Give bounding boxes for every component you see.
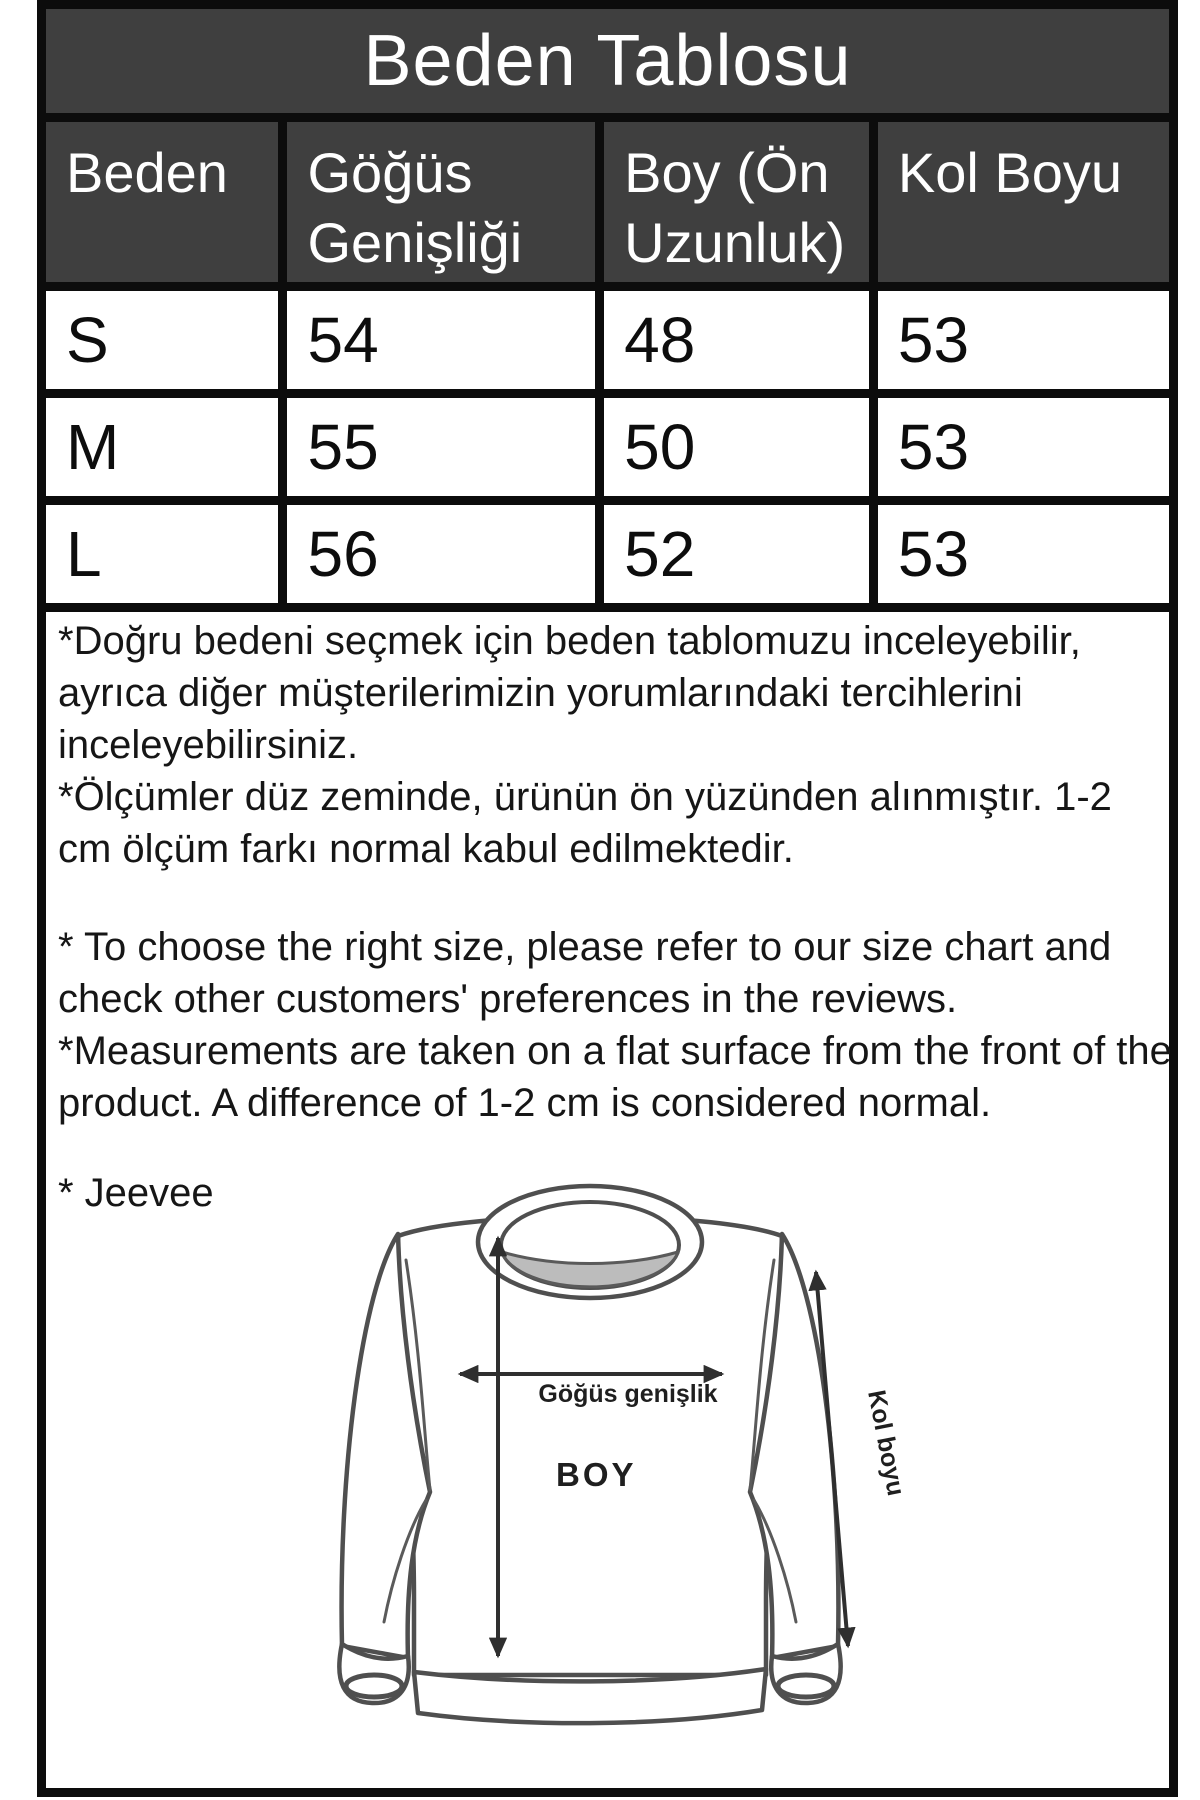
column-header-length: Boy (Ön Uzunluk) bbox=[604, 122, 869, 282]
row-s-size: S bbox=[46, 291, 278, 389]
row-l-size: L bbox=[46, 505, 278, 603]
row-s-length: 48 bbox=[604, 291, 869, 389]
row-s-chest: 54 bbox=[287, 291, 595, 389]
table-title: Beden Tablosu bbox=[46, 9, 1169, 113]
column-header-size: Beden bbox=[46, 122, 278, 282]
chart-frame bbox=[37, 0, 1178, 1797]
row-m-chest: 55 bbox=[287, 398, 595, 496]
length-label: BOY bbox=[556, 1456, 637, 1493]
note-tr-measurement: *Ölçümler düz zeminde, ürünün ön yüzünden alınmıştır. 1-2 cm ölçüm farkı normal kabul edilmektedir. bbox=[58, 775, 1112, 871]
chest-width-label: Göğüs genişlik bbox=[538, 1380, 718, 1408]
notes-english bbox=[58, 921, 1173, 1129]
collar bbox=[478, 1186, 702, 1298]
note-en-measurement: *Measurements are taken on a flat surface from the front of the product. A difference of 1-2 cm is considered normal. bbox=[58, 1029, 1172, 1125]
size-table bbox=[46, 9, 1169, 612]
row-l-length: 52 bbox=[604, 505, 869, 603]
row-l-sleeve: 53 bbox=[878, 505, 1169, 603]
sweatshirt-diagram bbox=[320, 1170, 920, 1770]
notes-turkish bbox=[58, 615, 1173, 875]
row-l-chest: 56 bbox=[287, 505, 595, 603]
row-s-sleeve: 53 bbox=[878, 291, 1169, 389]
sweatshirt-sketch bbox=[320, 1170, 920, 1770]
note-en-size-advice: * To choose the right size, please refer to our size chart and check other customers' preferences in the reviews. bbox=[58, 925, 1112, 1021]
row-m-sleeve: 53 bbox=[878, 398, 1169, 496]
sleeve-length-label: Kol boyu bbox=[862, 1387, 911, 1499]
row-m-size: M bbox=[46, 398, 278, 496]
row-m-length: 50 bbox=[604, 398, 869, 496]
note-tr-size-advice: *Doğru bedeni seçmek için beden tablomuzu inceleyebilir, ayrıca diğer müşterilerimizin yorumlarındaki tercihlerini inceleyebilirsiniz. bbox=[58, 619, 1081, 767]
column-header-sleeve: Kol Boyu bbox=[878, 122, 1169, 282]
column-header-chest: Göğüs Genişliği bbox=[287, 122, 595, 282]
brand-label: * Jeevee bbox=[58, 1171, 214, 1215]
